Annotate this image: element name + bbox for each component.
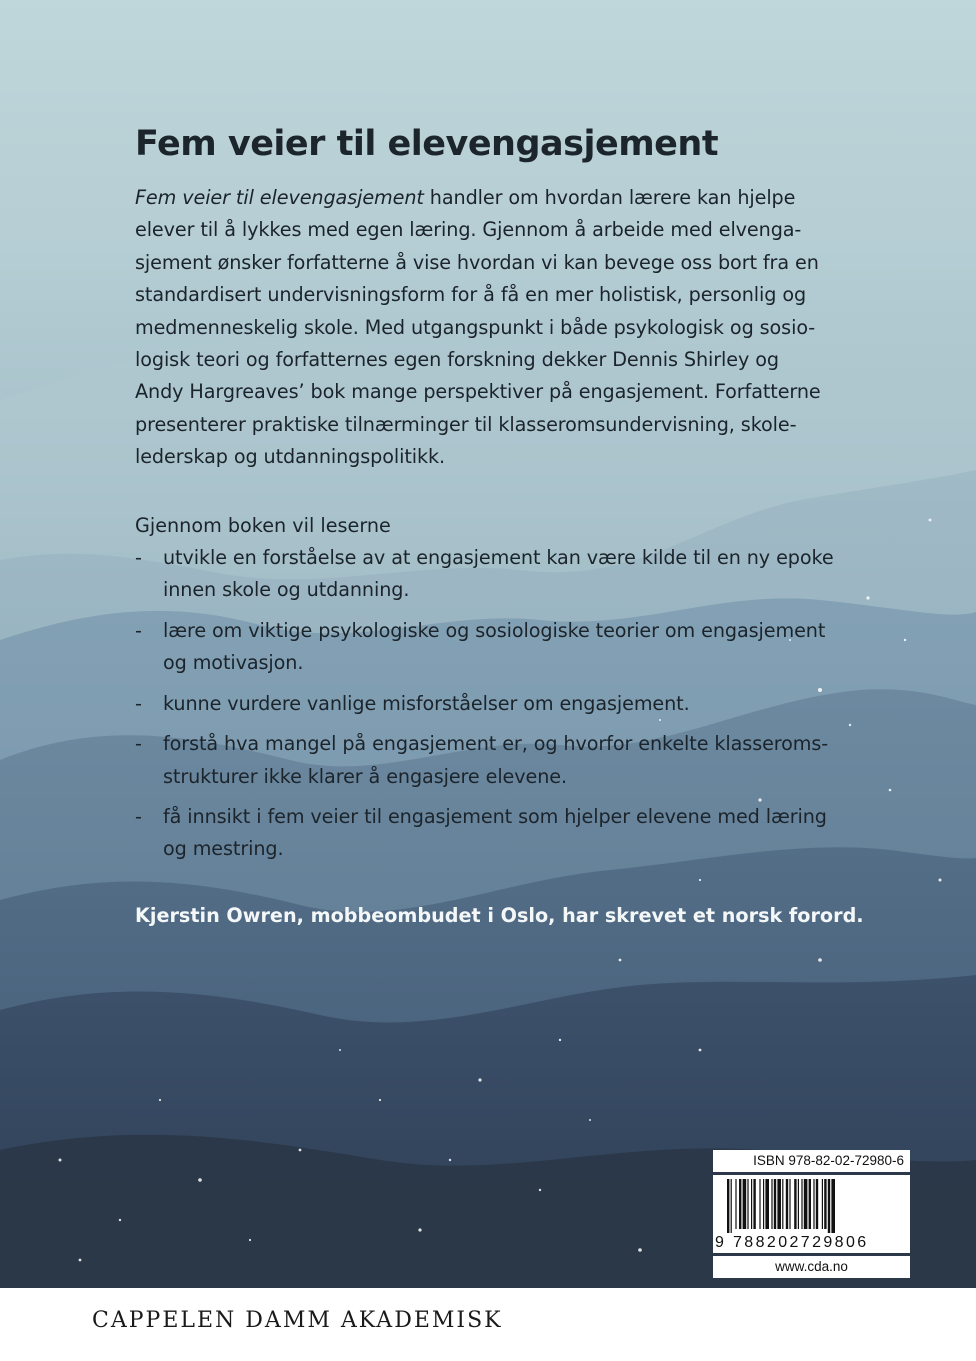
- barcode-first-digit: 9: [715, 1234, 724, 1251]
- bullet-dash: -: [135, 546, 142, 570]
- list-item-line: og motivasjon.: [163, 651, 304, 675]
- list-item-line: kunne vurdere vanlige misforståelser om engasjement.: [163, 691, 690, 715]
- barcode-bar: [735, 1179, 736, 1229]
- intro-title-italic: Fem veier til elevengasjement: [135, 186, 424, 209]
- barcode-bar: [743, 1179, 747, 1229]
- barcode-bar: [794, 1179, 796, 1229]
- barcode-bar: [771, 1179, 772, 1229]
- barcode-bar: [816, 1179, 818, 1229]
- foreword-note: Kjerstin Owren, mobbeombudet i Oslo, har skrevet et norsk forord.: [135, 903, 864, 927]
- intro-line: medmenneskelig skole. Med utgangspunkt i både psykologisk og sosio-: [135, 315, 816, 339]
- barcode-bar: [747, 1179, 748, 1229]
- barcode-bar: [786, 1179, 788, 1229]
- intro-line: Andy Hargreaves’ bok mange perspektiver på engasjement. Forfatterne: [135, 380, 821, 404]
- barcode-bar: [789, 1179, 790, 1229]
- barcode-remaining-digits: 788202729806: [733, 1234, 869, 1251]
- list-item-line: få innsikt i fem veier til engasjement som hjelper elevene med læring: [163, 804, 827, 828]
- list-item: [135, 615, 875, 680]
- isbn-label: ISBN 978-82-02-72980-6: [713, 1150, 910, 1172]
- barcode-bar: [822, 1179, 823, 1229]
- barcode-bars: [723, 1179, 903, 1233]
- barcode-bar: [798, 1179, 799, 1229]
- intro-line: lederskap og utdanningspolitikk.: [135, 445, 446, 469]
- barcode-bar: [777, 1179, 781, 1229]
- barcode-bar: [804, 1179, 808, 1229]
- list-item: [135, 542, 875, 607]
- barcode-bar: [753, 1179, 755, 1229]
- intro-paragraph: [135, 182, 875, 474]
- bullet-dash: -: [135, 691, 142, 715]
- barcode: [713, 1175, 910, 1253]
- barcode-bar: [751, 1179, 752, 1229]
- publisher-website: www.cda.no: [713, 1256, 910, 1278]
- barcode-bar: [831, 1179, 835, 1233]
- barcode-bar: [801, 1179, 802, 1229]
- bullet-dash: -: [135, 732, 142, 756]
- intro-line: elever til å lykkes med egen læring. Gjennom å arbeide med elvenga-: [135, 218, 802, 242]
- list-item-line: og mestring.: [163, 837, 284, 861]
- intro-line: logisk teori og forfatternes egen forskning dekker Dennis Shirley og: [135, 348, 779, 372]
- barcode-bar: [824, 1179, 826, 1229]
- book-title: Fem veier til elevengasjement: [135, 124, 719, 164]
- bullet-lead: Gjennom boken vil leserne: [135, 513, 391, 537]
- back-cover-text: [135, 120, 875, 932]
- barcode-bar: [731, 1179, 732, 1233]
- barcode-bar: [774, 1179, 776, 1229]
- barcode-bar: [813, 1179, 814, 1229]
- intro-line: presenterer praktiske tilnærminger til klasseromsundervisning, skole-: [135, 412, 797, 436]
- bullet-dash: -: [135, 618, 142, 642]
- publisher-name: CAPPELEN DAMM AKADEMISK: [92, 1308, 503, 1333]
- list-item-line: innen skole og utdanning.: [163, 578, 410, 602]
- intro-line: handler om hvordan lærere kan hjelpe: [423, 186, 796, 209]
- list-item: [135, 728, 875, 793]
- isbn-barcode-block: [713, 1150, 910, 1278]
- barcode-bar: [809, 1179, 811, 1229]
- barcode-bar: [763, 1179, 764, 1229]
- list-item-line: strukturer ikke klarer å engasjere elevene.: [163, 764, 567, 788]
- barcode-bar: [765, 1179, 769, 1229]
- list-item: [135, 801, 875, 866]
- barcode-bar: [828, 1179, 830, 1233]
- intro-line: standardisert undervisningsform for å få en mer holistisk, personlig og: [135, 283, 807, 307]
- list-item-line: utvikle en forståelse av at engasjement kan være kilde til en ny epoke: [163, 546, 834, 570]
- list-item: [135, 688, 875, 720]
- barcode-bar: [759, 1179, 760, 1229]
- bullet-dash: -: [135, 804, 142, 828]
- list-item-line: forstå hva mangel på engasjement er, og hvorfor enkelte klasseroms-: [163, 732, 829, 756]
- learning-outcomes-list: [135, 542, 875, 866]
- intro-line: sjement ønsker forfatterne å vise hvordan vi kan bevege oss bort fra en: [135, 250, 819, 274]
- barcode-bar: [782, 1179, 783, 1229]
- list-item-line: lære om viktige psykologiske og sosiologiske teorier om engasjement: [163, 618, 826, 642]
- barcode-bar: [739, 1179, 741, 1229]
- barcode-bar: [727, 1179, 729, 1233]
